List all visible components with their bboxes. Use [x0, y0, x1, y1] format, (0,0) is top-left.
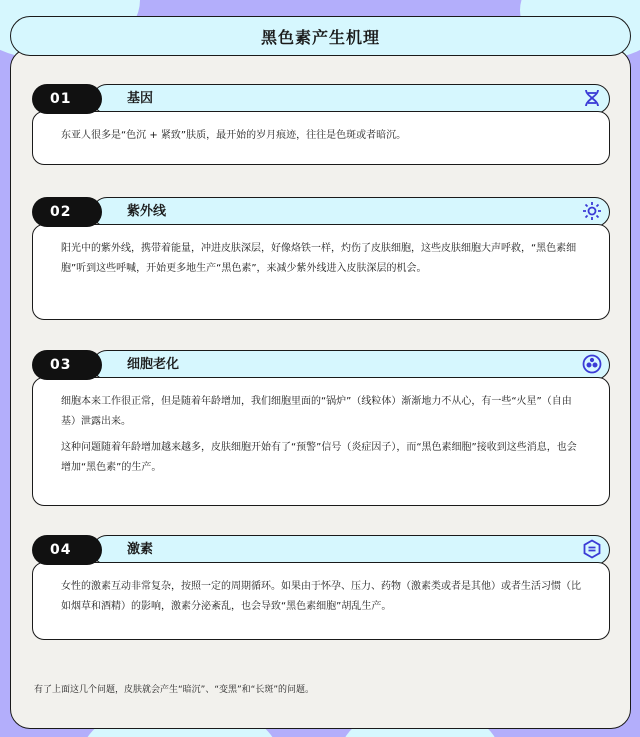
section-hormone [32, 535, 610, 640]
section-header [32, 535, 610, 565]
sun-icon [582, 201, 602, 221]
section-text: 这种问题随着年龄增加越来越多，皮肤细胞开始有了“预警”信号（炎症因子），而“黑色素细胞”接收到这些消息，也会增加“黑色素”的生产。 [61, 442, 577, 473]
section-body [32, 562, 610, 640]
section-heading: 细胞老化 [92, 350, 610, 380]
section-heading: 基因 [92, 84, 610, 114]
section-gene [32, 84, 610, 165]
section-body [32, 111, 610, 165]
section-number: 02 [32, 197, 102, 227]
section-body [32, 224, 610, 320]
section-header [32, 350, 610, 380]
cell-icon [582, 354, 602, 374]
section-text: 阳光中的紫外线，携带着能量，冲进皮肤深层，好像烙铁一样，灼伤了皮肤细胞，这些皮肤细胞大声呼救，“黑色素细胞”听到这些呼喊，开始更多地生产“黑色素”，来减少紫外线进入皮肤深层的机会。 [61, 243, 577, 274]
section-heading: 激素 [92, 535, 610, 565]
section-text: 女性的激素互动非常复杂，按照一定的周期循环。如果由于怀孕、压力、药物（激素类或者是其他）或者生活习惯（比如烟草和酒精）的影响，激素分泌紊乱，也会导致“黑色素细胞”胡乱生产。 [61, 581, 581, 612]
footer-note: 有了上面这几个问题，皮肤就会产生“暗沉”、“变黑”和“长斑”的问题。 [34, 685, 314, 695]
section-number: 04 [32, 535, 102, 565]
dna-icon [582, 88, 602, 108]
section-uv [32, 197, 610, 320]
section-number: 01 [32, 84, 102, 114]
section-number: 03 [32, 350, 102, 380]
section-text: 东亚人很多是“色沉 + 紧致”肤质，最开始的岁月痕迹，往往是色斑或者暗沉。 [61, 130, 407, 141]
section-header [32, 197, 610, 227]
page-title: 黑色素产生机理 [10, 16, 631, 56]
section-header [32, 84, 610, 114]
section-body [32, 377, 610, 506]
section-cell-aging [32, 350, 610, 506]
hormone-icon [582, 539, 602, 559]
section-heading: 紫外线 [92, 197, 610, 227]
section-text: 细胞本来工作很正常，但是随着年龄增加，我们细胞里面的“锅炉”（线粒体）渐渐地力不从心，有一些“火星”（自由基）泄露出来。 [61, 396, 572, 427]
